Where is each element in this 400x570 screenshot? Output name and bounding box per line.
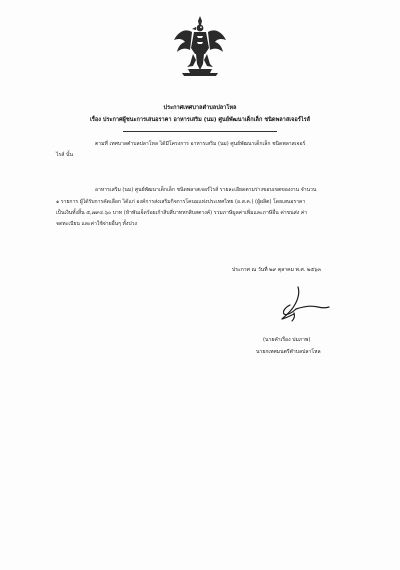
signer-title: นายกเทศมนตรีตำบลปลาโหล [256,349,321,355]
signer-name: (นายคำเรือง บ่มภาพ) [263,337,311,343]
handwritten-signature [268,283,332,327]
paragraph-2-line-4: จดทะเบียน และค่าใช้จ่ายอื่นๆ ทั้งปวง [56,221,137,227]
title-divider [123,131,277,132]
paragraph-2-line-1: อาหารเสริม (นม) ศูนย์พัฒนาเด็กเล็ก ชนิดพลาสเจอร์ไรส์ รายละเอียดตามร่างขอบเขตของงาน จำนวน [95,187,317,193]
announcement-date: ประกาศ ณ วันที่ ๒๙ ตุลาคม พ.ศ. ๒๕๖๓ [232,267,321,273]
paragraph-1-line-2: ไรส์ นั้น [56,152,73,158]
document-subject: เรื่อง ประกาศผู้ชนะการเสนอราคา อาหารเสริม (นม) ศูนย์พัฒนาเด็กเล็ก ชนิดพลาสเจอร์ไรส์ [89,117,311,123]
paragraph-2-line-2: ๑ รายการ ผู้ได้รับการคัดเลือก ได้แก่ องค์การส่งเสริมกิจการโคนมแห่งประเทศไทย (อ.ส.ค.) (ผู้ผลิต) โดยเสนอราคา [56,199,306,205]
garuda-emblem-icon [172,14,228,78]
paragraph-1-line-1: ตามที่ เทศบาลตำบลปลาโหล ได้มีโครงการ อาหารเสริม (นม) ศูนย์พัฒนาเด็กเล็ก ชนิดพลาสเจอร์ [95,141,306,147]
paragraph-2-line-3: เป็นเงินทั้งสิ้น ๕,๗๙๔.๖๐ บาท (ห้าพันเจ็ดร้อยเก้าสิบสี่บาทหกสิบสตางค์) รวมภาษีมูลค่าเพิ่มและภาษีอื่น ค่าขนส่ง ค่า [56,210,308,216]
document-org-title: ประกาศเทศบาลตำบลปลาโหล [163,105,237,111]
